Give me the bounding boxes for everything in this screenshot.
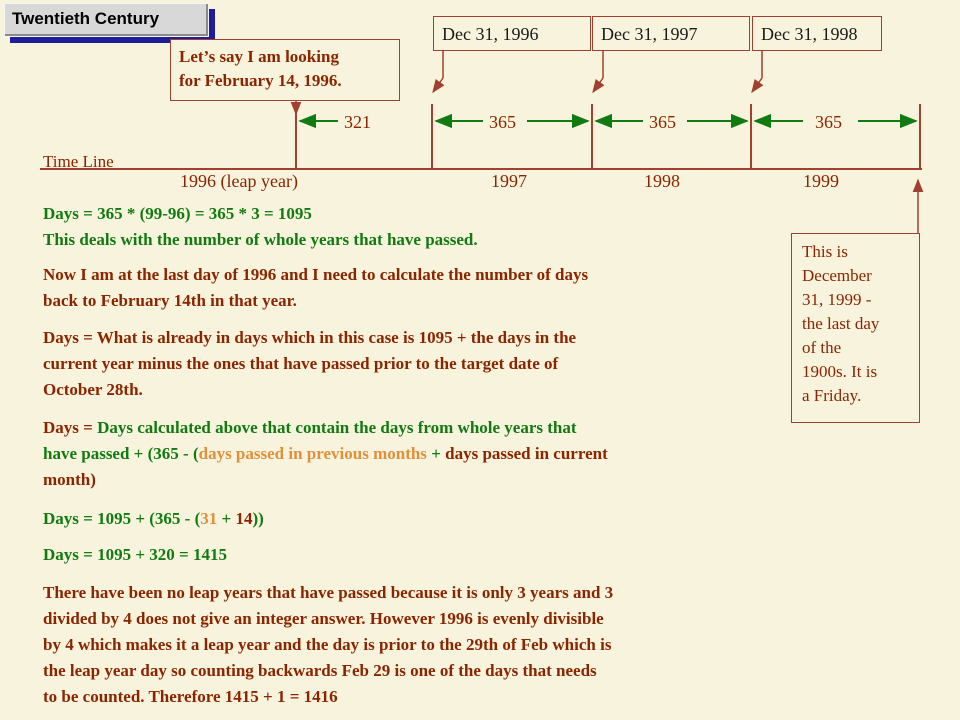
paragraph-line bbox=[43, 415, 763, 441]
text-segment: month) bbox=[43, 470, 96, 489]
date-box-1997: Dec 31, 1997 bbox=[592, 16, 750, 51]
days-result: Days = 1095 + 320 = 1415 bbox=[43, 545, 227, 564]
date-box-1996: Dec 31, 1996 bbox=[433, 16, 591, 51]
note-line: a Friday. bbox=[802, 386, 862, 405]
paragraph-line: October 28th. bbox=[43, 380, 143, 399]
whole-years-note: This deals with the number of whole years that have passed. bbox=[43, 230, 478, 249]
paragraph-line: Now I am at the last day of 1996 and I need to calculate the number of days bbox=[43, 265, 589, 284]
note-line: of the bbox=[802, 338, 842, 357]
paragraph-line bbox=[43, 467, 763, 493]
leap-year-paragraph bbox=[43, 580, 763, 710]
days-substitution bbox=[43, 506, 763, 532]
interval-label-1997: 365 bbox=[489, 112, 516, 132]
note-line: the last day bbox=[802, 314, 880, 333]
year-label-1996: 1996 (leap year) bbox=[180, 171, 298, 191]
year-label-1999: 1999 bbox=[803, 171, 839, 191]
paragraph-line: back to February 14th in that year. bbox=[43, 291, 297, 310]
year-label-1997: 1997 bbox=[491, 171, 527, 191]
badge-text: Twentieth Century bbox=[12, 9, 160, 28]
text-segment: Days calculated above that contain the days from whole years that bbox=[97, 418, 577, 437]
paragraph-line: to be counted. Therefore 1415 + 1 = 1416 bbox=[43, 687, 338, 706]
interval-label-1999: 365 bbox=[815, 112, 842, 132]
text-segment: Days = bbox=[43, 418, 98, 437]
note-line: 31, 1999 - bbox=[802, 290, 872, 309]
text-segment: have passed + (365 - ( bbox=[43, 444, 199, 463]
date-box-1998: Dec 31, 1998 bbox=[752, 16, 882, 51]
days-formula-paragraph bbox=[43, 415, 763, 493]
text-segment: + bbox=[426, 444, 446, 463]
text-segment: days passed in previous months bbox=[198, 444, 427, 463]
paragraph-line: There have been no leap years that have passed because it is only 3 years and 3 bbox=[43, 583, 614, 602]
text-segment: days passed in current bbox=[445, 444, 608, 463]
callout-line-1: Let’s say I am looking bbox=[179, 47, 339, 66]
text-segment: 31 bbox=[200, 509, 218, 528]
callout-line-2: for February 14, 1996. bbox=[179, 71, 342, 90]
timeline-label: Time Line bbox=[43, 152, 114, 171]
note-line: December bbox=[802, 266, 872, 285]
interval-label-1998: 365 bbox=[649, 112, 676, 132]
text-segment: + bbox=[217, 509, 236, 528]
end-date-note bbox=[791, 233, 920, 423]
year-label-1998: 1998 bbox=[644, 171, 680, 191]
days-definition-paragraph bbox=[43, 325, 763, 403]
note-line: This is bbox=[802, 242, 848, 261]
text-segment: Days = 1095 + (365 - ( bbox=[43, 509, 201, 528]
paragraph-line: current year minus the ones that have passed prior to the target date of bbox=[43, 354, 559, 373]
note-line: 1900s. It is bbox=[802, 362, 878, 381]
text-segment: )) bbox=[252, 509, 264, 528]
text-segment: 14 bbox=[235, 509, 253, 528]
whole-years-formula: Days = 365 * (99-96) = 365 * 3 = 1095 bbox=[43, 204, 312, 223]
paragraph-line: the leap year day so counting backwards Feb 29 is one of the days that needs bbox=[43, 661, 597, 680]
whole-years-paragraph bbox=[43, 201, 763, 253]
paragraph-line: Days = What is already in days which in this case is 1095 + the days in the bbox=[43, 328, 577, 347]
last-day-paragraph bbox=[43, 262, 763, 314]
paragraph-line: by 4 which makes it a leap year and the day is prior to the 29th of Feb which is bbox=[43, 635, 612, 654]
interval-label-321: 321 bbox=[344, 112, 371, 132]
paragraph-line: divided by 4 does not give an integer answer. However 1996 is evenly divisible bbox=[43, 609, 604, 628]
paragraph-line bbox=[43, 441, 763, 467]
